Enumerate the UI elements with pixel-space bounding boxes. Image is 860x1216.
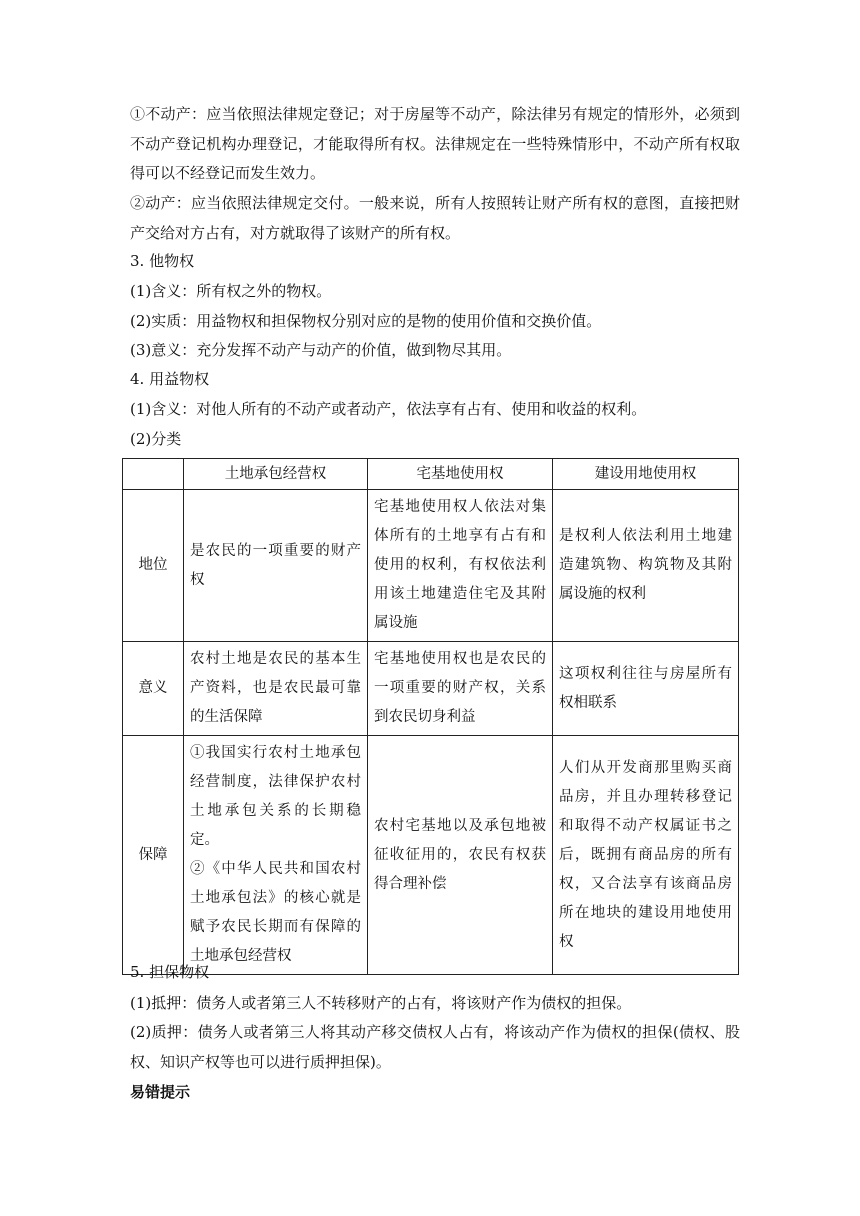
table-cell: 是农民的一项重要的财产权 bbox=[184, 490, 368, 642]
section-5-item: (2)质押：债务人或者第三人将其动产移交债权人占有，将该动产作为债权的担保(债权、股权、知识产权等也可以进行质押担保)。 bbox=[130, 1023, 740, 1071]
error-tip-heading: 易错提示 bbox=[130, 1083, 191, 1101]
table-cell bbox=[184, 736, 368, 975]
section-3-item: (2)实质：用益物权和担保物权分别对应的是物的使用价值和交换价值。 bbox=[130, 312, 602, 330]
table-row bbox=[123, 490, 739, 642]
table-header-cell: 土地承包经营权 bbox=[184, 459, 368, 490]
row-label: 保障 bbox=[123, 736, 184, 975]
table-row bbox=[123, 736, 739, 975]
table-header-row bbox=[123, 459, 739, 490]
section-3-item: (3)意义：充分发挥不动产与动产的价值，做到物尽其用。 bbox=[130, 341, 512, 359]
table-cell: 是权利人依法利用土地建造建筑物、构筑物及其附属设施的权利 bbox=[553, 490, 739, 642]
row-label: 地位 bbox=[123, 490, 184, 642]
section-3-heading: 3. 他物权 bbox=[130, 252, 195, 270]
row-label: 意义 bbox=[123, 642, 184, 736]
table-cell: 农村宅基地以及承包地被征收征用的，农民有权获得合理补偿 bbox=[368, 736, 553, 975]
paragraph-movable-property: ②动产：应当依照法律规定交付。一般来说，所有人按照转让财产所有权的意图，直接把财产交给对方占有，对方就取得了该财产的所有权。 bbox=[130, 194, 740, 242]
table-cell: 这项权利往往与房屋所有权相联系 bbox=[553, 642, 739, 736]
table-header-cell bbox=[123, 459, 184, 490]
section-5-item: (1)抵押：债务人或者第三人不转移财产的占有，将该财产作为债权的担保。 bbox=[130, 994, 632, 1012]
paragraph-immovable-property: ①不动产：应当依照法律规定登记；对于房屋等不动产，除法律另有规定的情形外，必须到不动产登记机构办理登记，才能取得所有权。法律规定在一些特殊情形中，不动产所有权取得可以不经登记而发生效力。 bbox=[130, 105, 740, 182]
table-cell: 宅基地使用权也是农民的一项重要的财产权，关系到农民切身利益 bbox=[368, 642, 553, 736]
table-cell: 宅基地使用权人依法对集体所有的土地享有占有和使用的权利，有权依法利用该土地建造住宅及其附属设施 bbox=[368, 490, 553, 642]
table-cell: 人们从开发商那里购买商品房，并且办理转移登记和取得不动产权属证书之后，既拥有商品房的所有权，又合法享有该商品房所在地块的建设用地使用权 bbox=[553, 736, 739, 975]
usufruct-comparison-table bbox=[122, 458, 739, 975]
section-5-heading: 5. 担保物权 bbox=[130, 963, 210, 981]
table-header-cell: 宅基地使用权 bbox=[368, 459, 553, 490]
section-4-item: (2)分类 bbox=[130, 430, 182, 448]
cell-paragraph: ②《中华人民共和国农村土地承包法》的核心就是赋予农民长期而有保障的土地承包经营权 bbox=[190, 861, 361, 964]
section-4-item: (1)含义：对他人所有的不动产或者动产，依法享有占有、使用和收益的权利。 bbox=[130, 400, 647, 418]
section-3-item: (1)含义：所有权之外的物权。 bbox=[130, 282, 332, 300]
section-4-heading: 4. 用益物权 bbox=[130, 370, 210, 388]
table-cell: 农村土地是农民的基本生产资料，也是农民最可靠的生活保障 bbox=[184, 642, 368, 736]
cell-paragraph: ①我国实行农村土地承包经营制度，法律保护农村土地承包关系的长期稳定。 bbox=[190, 745, 361, 848]
table-row bbox=[123, 642, 739, 736]
table-header-cell: 建设用地使用权 bbox=[553, 459, 739, 490]
